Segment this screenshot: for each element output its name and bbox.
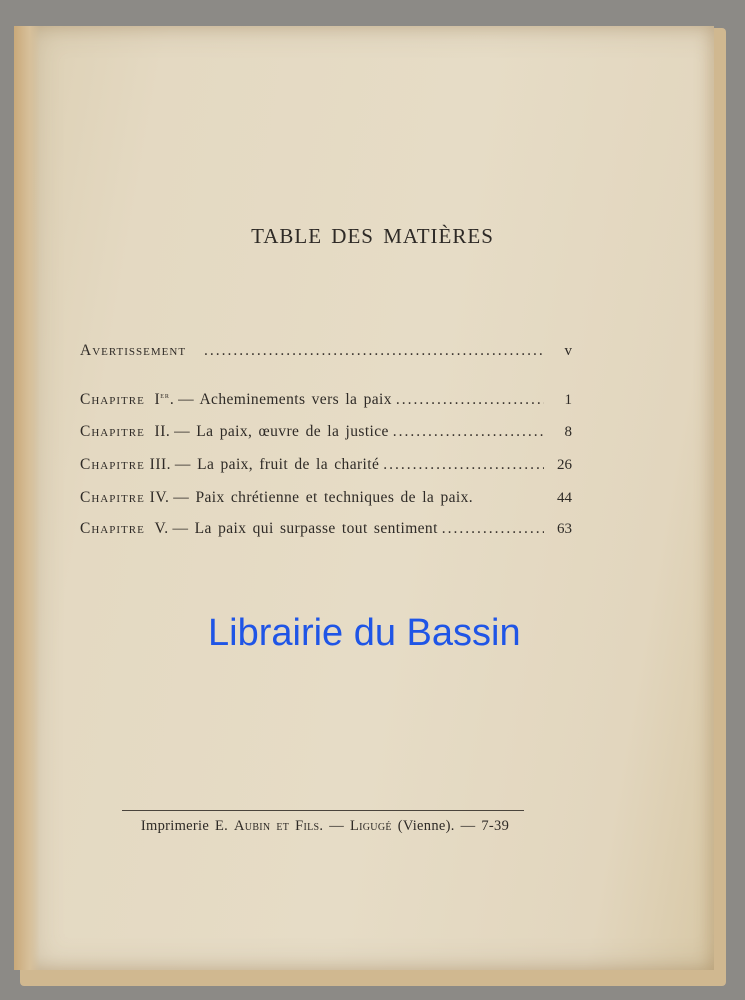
toc-page-number: 8 — [564, 424, 572, 440]
chapter-word: Chapitre — [80, 423, 145, 440]
toc-page-number: 1 — [564, 392, 572, 408]
chapter-number-period: . — [165, 489, 170, 506]
toc-chapter-title: — Paix chrétienne et techniques de la paix. — [173, 489, 474, 506]
toc-entry-avertissement — [80, 342, 572, 366]
chapter-number: III — [149, 456, 167, 473]
toc-entry-chapter-1 — [80, 390, 572, 414]
chapter-number-period: . — [166, 456, 172, 473]
printer-imprint — [0, 818, 650, 835]
toc-entry-chapter-3 — [80, 456, 572, 480]
toc-label — [80, 456, 171, 474]
toc-page-number: 44 — [557, 490, 572, 506]
chapter-number-period: . — [164, 520, 169, 537]
chapter-number-period: . — [169, 391, 175, 408]
chapter-word: Chapitre — [80, 391, 145, 408]
dot-leader — [442, 520, 544, 538]
toc-chapter-title: — La paix, œuvre de la justice — [174, 423, 389, 440]
footer-rule — [122, 810, 524, 811]
toc-chapter-title: — La paix qui surpasse tout sentiment — [172, 520, 438, 537]
toc-label — [80, 520, 169, 538]
dot-leader — [383, 456, 544, 474]
chapter-number-superscript: er — [160, 390, 170, 400]
chapter-number: I — [154, 391, 161, 408]
chapter-number: IV — [149, 489, 166, 506]
dot-leader — [393, 423, 544, 441]
toc-page-number: 63 — [557, 521, 572, 537]
imprint-prefix: Imprimerie E. — [140, 818, 229, 834]
imprint-separator: — — [329, 818, 345, 834]
toc-page-number: 26 — [557, 457, 572, 473]
toc-entry-chapter-5 — [80, 520, 572, 544]
chapter-word: Chapitre — [80, 489, 145, 506]
imprint-printer: Aubin et Fils. — [234, 818, 324, 834]
watermark-text: Librairie du Bassin — [208, 612, 521, 654]
imprint-suffix: (Vienne). — 7-39 — [397, 818, 510, 834]
chapter-number-period: . — [165, 423, 171, 440]
toc-label: Avertissement — [80, 342, 187, 359]
imprint-city: Ligugé — [350, 818, 392, 834]
toc-label — [80, 423, 170, 441]
dot-leader — [396, 391, 544, 409]
toc-chapter-title: — Acheminements vers la paix — [178, 391, 392, 408]
toc-chapter-title: — La paix, fruit de la charité — [174, 456, 380, 473]
chapter-word: Chapitre — [80, 456, 145, 473]
toc-entry-chapter-2 — [80, 423, 572, 447]
toc-label — [80, 489, 169, 507]
chapter-number: II — [154, 423, 166, 440]
chapter-number: V — [154, 520, 165, 537]
dot-leader — [204, 342, 544, 360]
page-title: TABLE DES MATIÈRES — [251, 224, 494, 248]
chapter-word: Chapitre — [80, 520, 145, 537]
toc-page-number: v — [564, 343, 572, 359]
toc-label — [80, 390, 174, 409]
toc-entry-chapter-4 — [80, 489, 572, 513]
